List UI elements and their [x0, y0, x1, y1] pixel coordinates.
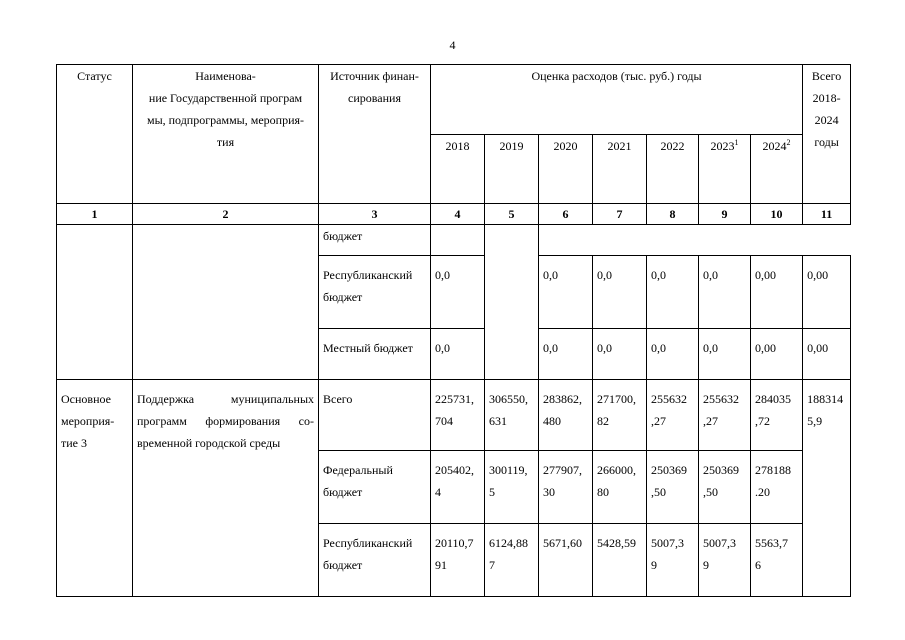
year-label: 2019	[499, 138, 524, 153]
value-cell	[431, 380, 485, 451]
value-text: 704	[435, 414, 453, 428]
year-label: 2024	[762, 138, 787, 153]
header-source-text: Источник финан-	[330, 69, 419, 83]
value-text: 250369	[651, 463, 687, 477]
year-footnote: 2	[786, 137, 791, 147]
data-row	[57, 380, 851, 451]
value-text: 0,0	[703, 268, 718, 282]
source-text: Федеральный	[323, 463, 393, 477]
total-text: 5,9	[807, 414, 823, 428]
source-text: бюджет	[323, 485, 363, 499]
header-year	[647, 134, 699, 204]
value-cell	[485, 524, 539, 597]
value-text: 300119,	[489, 463, 528, 477]
column-number: 8	[647, 204, 699, 225]
value-text: 9	[703, 558, 709, 572]
status-text: Основное	[61, 392, 111, 406]
value-text: 5563,7	[755, 536, 788, 550]
value-text: 30	[543, 485, 555, 499]
source-cell	[319, 524, 431, 597]
header-name-text: мы, подпрограммы, мероприя-	[146, 113, 305, 127]
value-cell	[431, 225, 485, 256]
header-source	[319, 65, 431, 204]
value-cell	[751, 256, 803, 329]
source-text: Местный бюджет	[323, 341, 413, 355]
value-text: 0,0	[435, 341, 450, 355]
value-cell	[539, 380, 593, 451]
value-text: 255632	[651, 392, 687, 406]
header-name-text: ние Государственной програм	[148, 91, 303, 105]
value-cell	[647, 380, 699, 451]
value-text: 0,0	[651, 341, 666, 355]
value-cell	[751, 524, 803, 597]
year-label: 2021	[607, 138, 632, 153]
value-text: 0,0	[597, 268, 612, 282]
value-text: 5007,3	[703, 536, 736, 550]
value-text: 5428,59	[597, 536, 636, 550]
value-text: 225731,	[435, 392, 474, 406]
name-text: временной городской среды	[137, 436, 281, 450]
header-total-text: Всего	[811, 69, 842, 83]
value-cell	[539, 329, 593, 380]
header-status	[57, 65, 133, 204]
value-text: 0,00	[807, 341, 829, 355]
value-text: 255632	[703, 392, 739, 406]
header-year	[485, 134, 539, 204]
value-text: 20110,7	[435, 536, 474, 550]
source-text: Всего	[323, 392, 353, 406]
status-cell	[57, 225, 133, 380]
value-cell	[647, 256, 699, 329]
source-text: Республиканский	[323, 268, 413, 282]
value-text: 6124,88	[489, 536, 528, 550]
column-number: 11	[803, 204, 851, 225]
header-year	[539, 134, 593, 204]
year-footnote: 1	[734, 137, 739, 147]
value-text: ,50	[651, 485, 666, 499]
total-cell	[803, 380, 851, 597]
source-cell	[319, 329, 431, 380]
value-text: 82	[597, 414, 609, 428]
name-cell	[133, 225, 319, 380]
value-cell	[647, 451, 699, 524]
source-cell	[319, 225, 431, 256]
value-text: 5671,60	[543, 536, 582, 550]
value-cell	[699, 256, 751, 329]
value-text: 4	[435, 485, 441, 499]
source-cell	[319, 380, 431, 451]
value-cell	[803, 329, 851, 380]
name-cell	[133, 380, 319, 597]
value-text: 631	[489, 414, 507, 428]
value-text: 6	[755, 558, 761, 572]
total-text: 188314	[807, 392, 844, 406]
value-text: 266000,	[597, 463, 636, 477]
value-text: 0,0	[651, 268, 666, 282]
header-total-text: 2018-	[812, 91, 841, 105]
value-cell	[647, 329, 699, 380]
value-text: 205402,	[435, 463, 474, 477]
value-text: 0,00	[807, 268, 829, 282]
value-cell	[699, 380, 751, 451]
value-text: 5007,3	[651, 536, 684, 550]
value-cell	[699, 524, 751, 597]
status-text: мероприя-	[61, 414, 115, 428]
value-cell	[699, 329, 751, 380]
value-text: 7	[489, 558, 495, 572]
source-text: бюджет	[323, 558, 363, 572]
value-cell	[593, 329, 647, 380]
column-number: 9	[699, 204, 751, 225]
column-number: 4	[431, 204, 485, 225]
header-year	[751, 134, 803, 204]
value-cell	[431, 524, 485, 597]
value-text: 0,0	[703, 341, 718, 355]
header-total-text: 2024	[814, 113, 839, 127]
value-cell	[431, 451, 485, 524]
value-text: 277907,	[543, 463, 582, 477]
value-text: 250369	[703, 463, 739, 477]
value-text: 0,0	[435, 268, 450, 282]
value-cell	[539, 524, 593, 597]
value-cell	[593, 256, 647, 329]
value-cell	[539, 256, 593, 329]
data-row	[57, 225, 851, 256]
value-text: 284035	[755, 392, 791, 406]
header-total-text: годы	[814, 135, 839, 149]
value-cell	[431, 256, 485, 329]
value-cell	[485, 451, 539, 524]
value-text: 0,00	[755, 341, 776, 355]
value-text: ,27	[703, 414, 718, 428]
value-cell	[803, 256, 851, 329]
column-number: 2	[133, 204, 319, 225]
status-cell	[57, 380, 133, 597]
header-name-text: тия	[216, 135, 235, 149]
value-cell	[647, 524, 699, 597]
value-cell	[539, 451, 593, 524]
column-numbers-row	[57, 204, 851, 225]
name-text: Поддержка муниципальных	[137, 392, 314, 406]
value-cell	[431, 329, 485, 380]
header-year	[699, 134, 751, 204]
value-text: ,27	[651, 414, 666, 428]
page-number: 4	[449, 38, 456, 52]
column-number: 3	[319, 204, 431, 225]
name-text: программ формирования со-	[137, 414, 314, 428]
value-cell	[593, 451, 647, 524]
value-cell	[593, 524, 647, 597]
value-text: 271700,	[597, 392, 636, 406]
value-text: 91	[435, 558, 447, 572]
header-year	[593, 134, 647, 204]
year-label: 2018	[445, 138, 470, 153]
header-status-text: Статус	[77, 69, 112, 83]
value-text: 0,0	[543, 268, 558, 282]
value-text: 80	[597, 485, 609, 499]
column-number: 5	[485, 204, 539, 225]
value-text: 0,0	[543, 341, 558, 355]
year-label: 2020	[553, 138, 578, 153]
column-number: 6	[539, 204, 593, 225]
value-cell	[593, 380, 647, 451]
header-name	[133, 65, 319, 204]
header-source-text: сирования	[348, 91, 401, 105]
column-number: 10	[751, 204, 803, 225]
status-text: тие 3	[61, 436, 87, 450]
source-text: бюджет	[323, 229, 363, 243]
value-text: ,72	[755, 414, 770, 428]
value-cell	[485, 380, 539, 451]
value-text: .20	[755, 485, 770, 499]
header-total	[803, 65, 851, 204]
header-row	[57, 65, 851, 135]
value-cell	[751, 329, 803, 380]
value-text: 283862,	[543, 392, 582, 406]
value-text: ,50	[703, 485, 718, 499]
value-text: 0,00	[755, 268, 776, 282]
source-cell	[319, 451, 431, 524]
column-number: 7	[593, 204, 647, 225]
value-cell	[699, 451, 751, 524]
value-text: 5	[489, 485, 495, 499]
value-text: 0,0	[597, 341, 612, 355]
value-cell	[751, 380, 803, 451]
year-label: 2022	[660, 138, 685, 153]
header-name-text: Наименова-	[195, 69, 256, 83]
total-cell	[485, 225, 539, 380]
source-text: Республиканский	[323, 536, 413, 550]
value-text: 306550,	[489, 392, 528, 406]
year-label: 2023	[710, 138, 735, 153]
source-cell	[319, 256, 431, 329]
column-number: 1	[57, 204, 133, 225]
value-cell	[751, 451, 803, 524]
header-year	[431, 134, 485, 204]
source-text: бюджет	[323, 290, 363, 304]
header-expense-group: Оценка расходов (тыс. руб.) годы	[431, 65, 803, 135]
value-text: 480	[543, 414, 561, 428]
value-text: 9	[651, 558, 657, 572]
expenses-table	[56, 64, 851, 597]
value-text: 278188	[755, 463, 791, 477]
